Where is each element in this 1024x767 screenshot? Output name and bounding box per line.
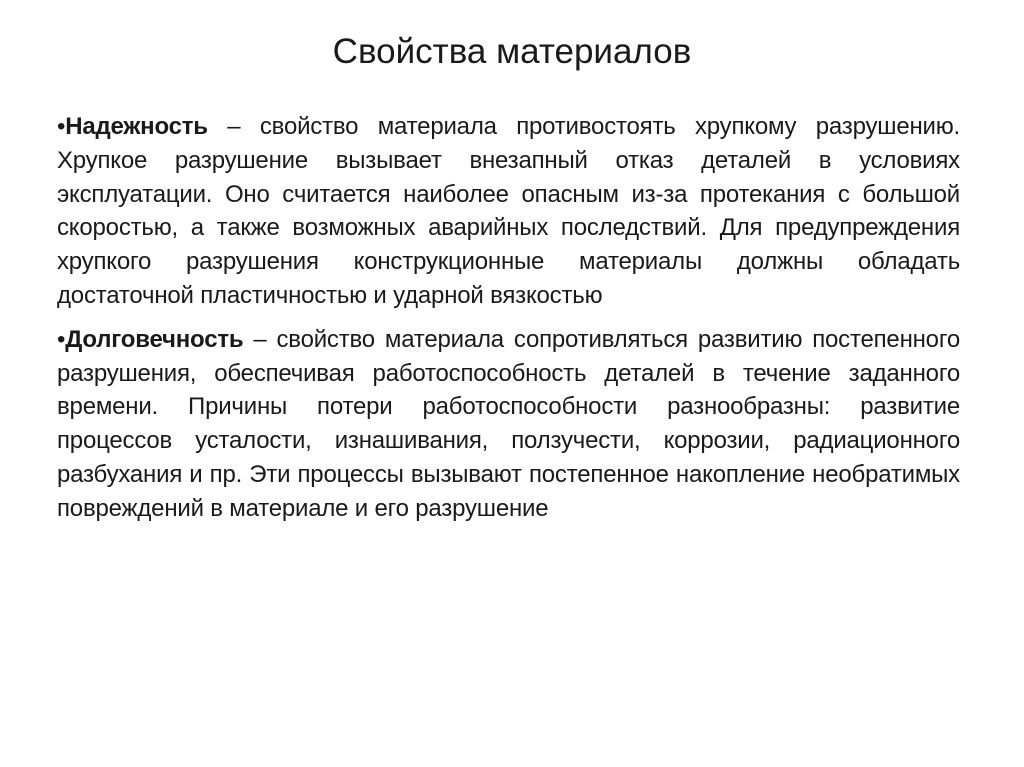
bullet-marker: • [57,325,66,353]
slide-content [57,110,960,536]
definition-reliability: – свойство материала противостоять хрупкому разрушению. Хрупкое разрушение вызывает внезапный отказ деталей в условиях эксплуатации. Оно считается наиболее опасным из-за протекания с большой скоростью, а также возможных аварийных последствий. Для предупреждения хрупкого разрушения конструкционные материалы должны обладать достаточной пластичностью и ударной вязкостью [57,113,960,309]
bullet-reliability [57,110,960,313]
slide-title: Свойства материалов [332,32,692,71]
bullet-marker: • [57,113,66,140]
definition-durability: – свойство материала сопротивляться развитию постепенного разрушения, обеспечивая работоспособность деталей в течение заданного времени. Причины потери работоспособности разнообразны: развитие процессов усталости, изнашивания, ползучести, коррозии, радиационного разбухания и пр. Эти процессы вызывают постепенное накопление необратимых повреждений в материале и его разрушение [57,325,960,522]
term-reliability: Надежность [65,113,208,140]
term-durability: Долговечность [65,325,244,353]
bullet-durability [57,323,960,526]
